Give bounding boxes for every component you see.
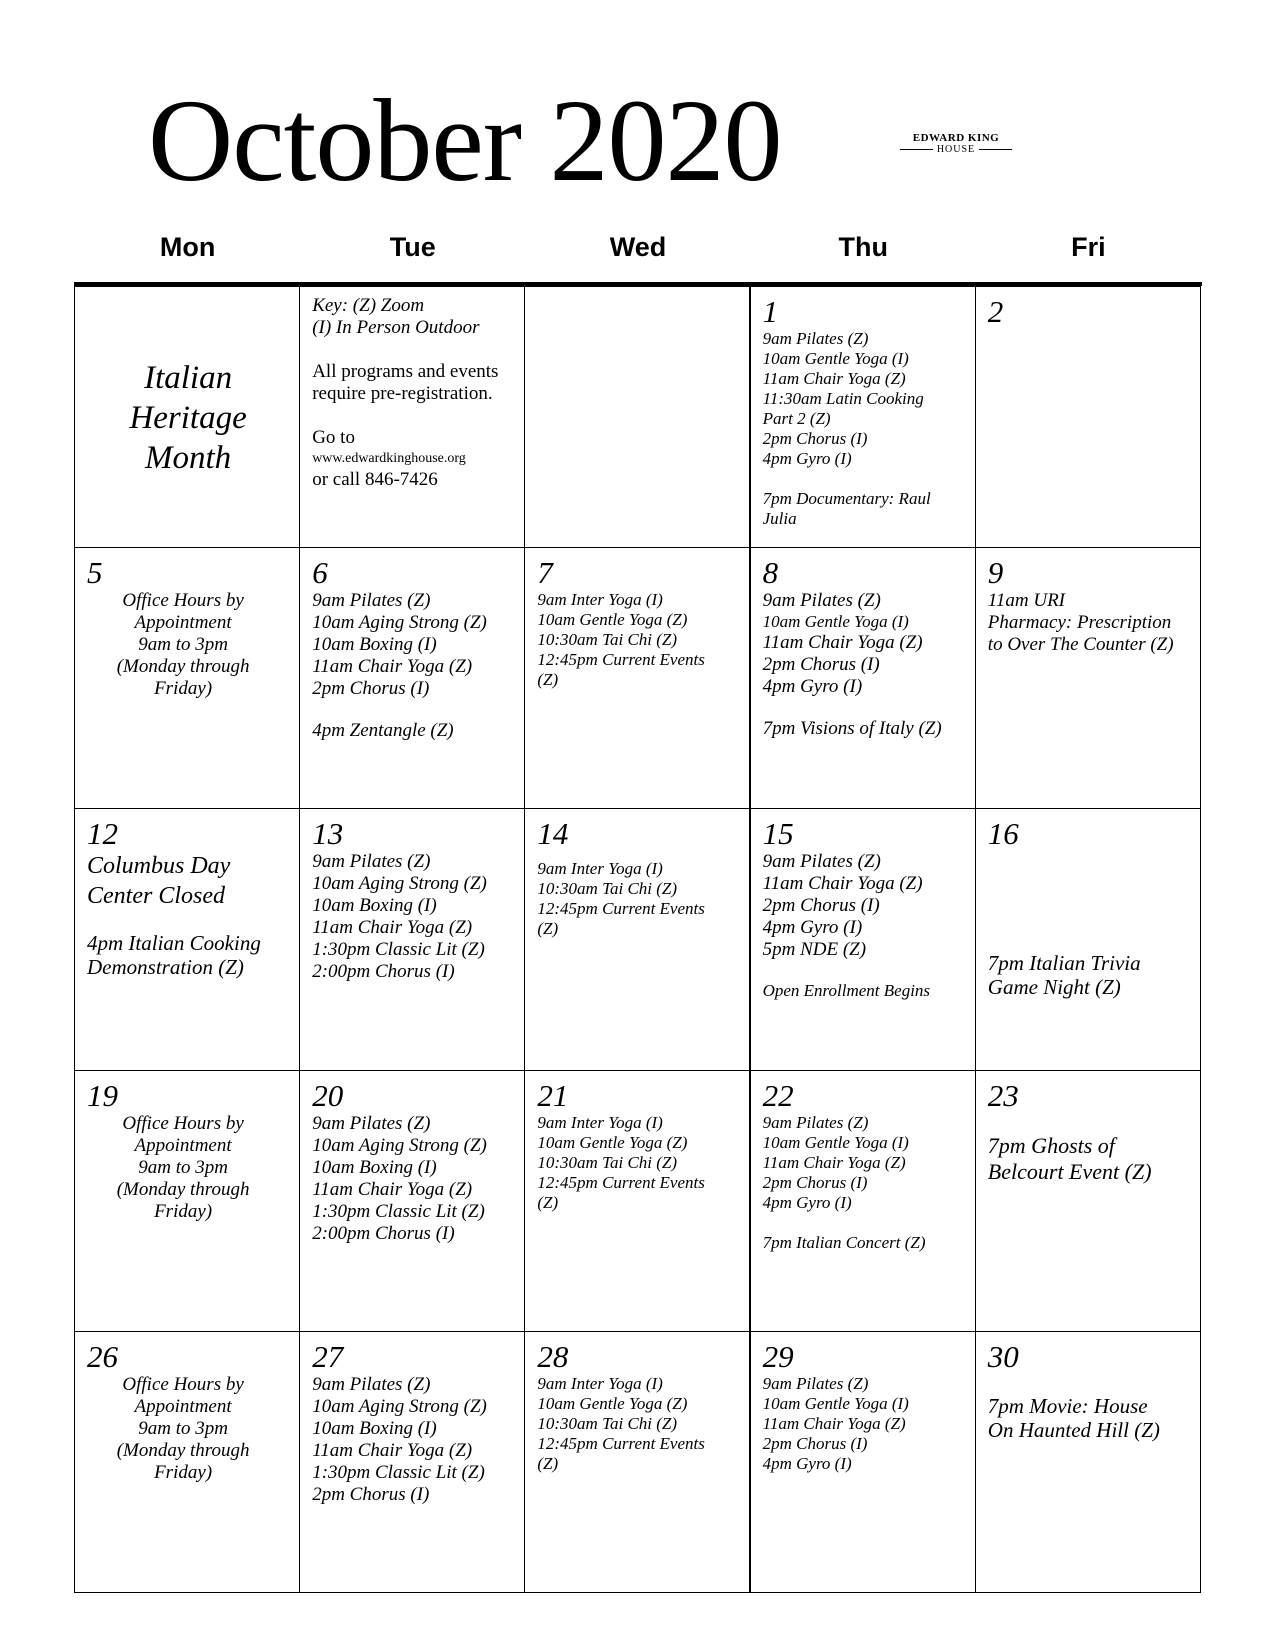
note-line: Appointment: [134, 612, 232, 634]
cooking-demo-note: [87, 931, 289, 979]
cell-heritage: [75, 286, 300, 547]
event-item: 9am Pilates (Z): [762, 590, 881, 612]
cell-day-2: [976, 286, 1201, 547]
event-item: 10:30am Tai Chi (Z): [537, 879, 678, 899]
holiday-line: Center Closed: [87, 883, 225, 910]
event-list: [988, 590, 1190, 656]
cell-day-20: [300, 1070, 525, 1331]
day-number: 5: [87, 555, 103, 591]
event-item: Julia: [762, 509, 797, 528]
cell-day-23: [976, 1070, 1201, 1331]
holiday-line: Columbus Day: [87, 853, 231, 880]
day-number: 16: [987, 816, 1019, 852]
event-item: 7pm Visions of Italy (Z): [762, 718, 942, 740]
day-number: 26: [87, 1338, 118, 1374]
note-line: Appointment: [134, 1395, 232, 1417]
event-item: 9am Inter Yoga (I): [537, 1112, 663, 1132]
event-item: 1:30pm Classic Lit (Z): [312, 939, 485, 961]
day-number: 6: [312, 555, 328, 591]
event-item: 11am Chair Yoga (Z): [762, 1413, 906, 1433]
cell-day-22: [751, 1070, 976, 1331]
cell-day-15: [751, 808, 976, 1069]
event-item: 7pm Ghosts of: [987, 1132, 1115, 1158]
event-item: 10am Boxing (I): [312, 895, 437, 917]
day-number: 19: [87, 1077, 118, 1113]
note-line: Appointment: [134, 1134, 232, 1156]
event-item: 10am Gentle Yoga (Z): [537, 1132, 688, 1152]
event-item: 10am Gentle Yoga (I): [762, 1132, 909, 1152]
event-item: 10am Aging Strong (Z): [312, 873, 487, 895]
cell-day-29: [751, 1331, 976, 1592]
event-item: 2pm Chorus (I): [762, 1433, 868, 1453]
cell-day-27: [300, 1331, 525, 1592]
day-number: 12: [87, 816, 118, 852]
event-list: [988, 1394, 1190, 1442]
cell-day-1: [751, 286, 976, 547]
phone-text: or call 846-7426: [312, 469, 438, 490]
event-item: 2pm Chorus (I): [762, 429, 868, 448]
cell-day-7: [525, 547, 750, 808]
note-line: 9am to 3pm: [138, 1417, 228, 1439]
day-number: 14: [537, 816, 569, 852]
cell-day-26: [75, 1331, 300, 1592]
event-item: 9am Pilates (Z): [762, 329, 869, 348]
event-item: 12:45pm Current Events: [537, 1433, 705, 1453]
cell-day-19: [75, 1070, 300, 1331]
heritage-month-label: [87, 295, 289, 541]
event-item: 12:45pm Current Events: [537, 1172, 705, 1192]
event-item: 11am Chair Yoga (Z): [312, 917, 473, 939]
note-line: 9am to 3pm: [138, 1156, 228, 1178]
event-item: 12:45pm Current Events: [537, 650, 705, 670]
event-list: [537, 590, 738, 690]
registration-note: require pre-registration.: [312, 383, 493, 404]
note-line: (Monday through: [116, 1439, 250, 1461]
event-list: [763, 590, 965, 740]
event-item: Belcourt Event (Z): [987, 1158, 1152, 1184]
event-item: 9am Pilates (Z): [312, 590, 431, 612]
office-hours-note: [87, 590, 289, 700]
event-item: 2:00pm Chorus (I): [312, 961, 455, 983]
event-item: 10am Gentle Yoga (I): [762, 1393, 909, 1413]
event-item: 10:30am Tai Chi (Z): [537, 1413, 678, 1433]
event-item: 10:30am Tai Chi (Z): [537, 1152, 678, 1172]
logo-line1: EDWARD KING: [912, 132, 1000, 144]
goto-text: Go to: [312, 427, 355, 448]
weekday-header: [75, 232, 1201, 272]
note-line: Office Hours by: [122, 590, 244, 612]
day-number: 20: [312, 1077, 344, 1113]
event-item: 4pm Italian Cooking: [87, 931, 261, 956]
event-item: 11am Chair Yoga (Z): [762, 369, 906, 388]
event-item: 11:30am Latin Cooking: [762, 389, 924, 408]
event-item: (Z): [537, 1453, 559, 1473]
cell-day-12: [75, 808, 300, 1069]
day-number: 9: [987, 555, 1004, 591]
cell-day-28: [525, 1331, 750, 1592]
day-number: 8: [762, 555, 779, 591]
event-item: 9am Pilates (Z): [762, 1112, 869, 1132]
event-item: 2pm Chorus (I): [312, 1483, 430, 1505]
cell-day-5: [75, 547, 300, 808]
event-item: 11am Chair Yoga (Z): [762, 873, 923, 895]
weekday-fri: Fri: [1071, 232, 1106, 262]
event-item: 10:30am Tai Chi (Z): [537, 630, 678, 650]
office-hours-note: [87, 1113, 289, 1223]
event-list: [988, 951, 1190, 999]
day-number: 22: [762, 1077, 794, 1113]
holiday-note: [87, 851, 289, 911]
event-item: 10am Gentle Yoga (I): [762, 612, 909, 632]
event-item: 2:00pm Chorus (I): [312, 1222, 455, 1244]
event-item: 9am Inter Yoga (I): [537, 590, 663, 610]
event-item: 1:30pm Classic Lit (Z): [312, 1461, 485, 1483]
event-list: [537, 859, 738, 939]
event-item: 4pm Gyro (I): [762, 676, 863, 698]
event-item: 7pm Italian Trivia: [987, 951, 1141, 976]
event-item: 9am Pilates (Z): [312, 1373, 431, 1395]
event-item: 9am Inter Yoga (I): [537, 859, 663, 879]
event-item: 9am Pilates (Z): [762, 1373, 869, 1393]
registration-note: All programs and events: [312, 361, 499, 382]
event-item: 7pm Documentary: Raul: [762, 489, 931, 508]
event-item: 11am Chair Yoga (Z): [312, 1178, 473, 1200]
calendar-grid: [74, 286, 1201, 1593]
day-number: 7: [537, 555, 553, 591]
event-list: [763, 851, 965, 1001]
heritage-line: Month: [145, 440, 232, 477]
day-number: 29: [762, 1338, 794, 1374]
event-list: [537, 1374, 738, 1474]
cell-empty: [525, 286, 750, 547]
event-item: 11am URI: [987, 590, 1066, 612]
event-item: 7pm Italian Concert (Z): [762, 1232, 926, 1252]
office-hours-note: [87, 1374, 289, 1484]
event-item: 9am Pilates (Z): [312, 1112, 431, 1134]
event-item: 2pm Chorus (I): [762, 1172, 868, 1192]
note-line: Office Hours by: [122, 1373, 244, 1395]
event-list: [988, 1133, 1190, 1185]
event-item: 11am Chair Yoga (Z): [762, 632, 923, 654]
event-item: Pharmacy: Prescription: [987, 612, 1172, 634]
event-item: 5pm NDE (Z): [762, 939, 867, 961]
event-item: 9am Inter Yoga (I): [537, 1373, 663, 1393]
cell-day-16: [976, 808, 1201, 1069]
key-in-person: (I) In Person Outdoor: [312, 317, 480, 338]
event-list: [763, 1113, 965, 1253]
event-item: Demonstration (Z): [87, 955, 244, 980]
event-item: (Z): [537, 670, 559, 690]
day-number: 30: [987, 1338, 1019, 1374]
event-item: 4pm Gyro (I): [762, 1453, 852, 1473]
weekday-wed: Wed: [609, 232, 667, 262]
event-item: 2pm Chorus (I): [762, 654, 880, 676]
weekday-mon: Mon: [159, 232, 216, 262]
event-item: 10am Gentle Yoga (Z): [537, 610, 688, 630]
event-item: to Over The Counter (Z): [987, 634, 1174, 656]
day-number: 1: [762, 294, 779, 329]
event-item: (Z): [537, 1192, 559, 1212]
event-item: 9am Pilates (Z): [762, 851, 881, 873]
note-line: Friday): [154, 678, 213, 700]
key-zoom: Key: (Z) Zoom: [312, 295, 425, 316]
cell-day-14: [525, 808, 750, 1069]
event-item: 4pm Zentangle (Z): [312, 720, 454, 742]
weekday-thu: Thu: [838, 232, 888, 262]
event-item: 10am Aging Strong (Z): [312, 612, 487, 634]
event-item: Part 2 (Z): [762, 409, 831, 428]
event-list: [312, 590, 514, 742]
event-item: 12:45pm Current Events: [537, 899, 705, 919]
event-list: [763, 1374, 965, 1474]
day-number: 21: [537, 1077, 569, 1113]
event-item: Game Night (Z): [987, 975, 1121, 1000]
day-number: 23: [987, 1077, 1019, 1113]
event-item: 7pm Movie: House: [987, 1393, 1148, 1418]
cell-day-9: [976, 547, 1201, 808]
cell-day-30: [976, 1331, 1201, 1592]
event-item: 1:30pm Classic Lit (Z): [312, 1200, 485, 1222]
event-item: 11am Chair Yoga (Z): [312, 1439, 473, 1461]
heritage-line: Heritage: [129, 400, 247, 437]
event-item: 4pm Gyro (I): [762, 1192, 852, 1212]
cell-key: [300, 286, 525, 547]
weekday-tue: Tue: [389, 232, 436, 262]
page-title: October 2020: [148, 75, 782, 206]
edward-king-house-logo: [900, 132, 1012, 155]
event-item: 4pm Gyro (I): [762, 917, 863, 939]
event-item: 10am Gentle Yoga (I): [762, 349, 909, 368]
event-item: 4pm Gyro (I): [762, 449, 852, 468]
event-item: 11am Chair Yoga (Z): [312, 656, 473, 678]
event-item: 10am Boxing (I): [312, 1417, 437, 1439]
event-item: 10am Gentle Yoga (Z): [537, 1393, 688, 1413]
event-list: [312, 1374, 514, 1506]
note-line: (Monday through: [116, 1178, 250, 1200]
event-list: [763, 329, 965, 529]
day-number: 28: [537, 1338, 569, 1374]
heritage-line: Italian: [144, 360, 233, 397]
day-number: 13: [312, 816, 344, 852]
cell-day-13: [300, 808, 525, 1069]
day-number: 27: [312, 1338, 344, 1374]
event-item: (Z): [537, 919, 559, 939]
event-list: [312, 1113, 514, 1245]
event-item: On Haunted Hill (Z): [987, 1417, 1160, 1442]
event-item: 10am Boxing (I): [312, 634, 437, 656]
event-list: [537, 1113, 738, 1213]
note-line: Friday): [154, 1200, 213, 1222]
note-line: Friday): [154, 1461, 213, 1483]
event-item: 10am Boxing (I): [312, 1156, 437, 1178]
cell-day-6: [300, 547, 525, 808]
event-item: 10am Aging Strong (Z): [312, 1395, 487, 1417]
note-line: 9am to 3pm: [138, 634, 228, 656]
cell-day-8: [751, 547, 976, 808]
note-line: Office Hours by: [122, 1112, 244, 1134]
event-item: 10am Aging Strong (Z): [312, 1134, 487, 1156]
cell-day-21: [525, 1070, 750, 1331]
event-item: 9am Pilates (Z): [312, 851, 431, 873]
open-enrollment-note: Open Enrollment Begins: [762, 981, 931, 1001]
note-line: (Monday through: [116, 656, 250, 678]
day-number: 15: [762, 816, 794, 852]
event-item: 11am Chair Yoga (Z): [762, 1152, 906, 1172]
event-list: [312, 851, 514, 983]
website-link[interactable]: www.edwardkinghouse.org: [312, 451, 466, 466]
logo-line2: HOUSE: [900, 144, 1012, 155]
day-number: 2: [987, 294, 1004, 329]
event-item: 2pm Chorus (I): [762, 895, 880, 917]
event-item: 2pm Chorus (I): [312, 678, 430, 700]
